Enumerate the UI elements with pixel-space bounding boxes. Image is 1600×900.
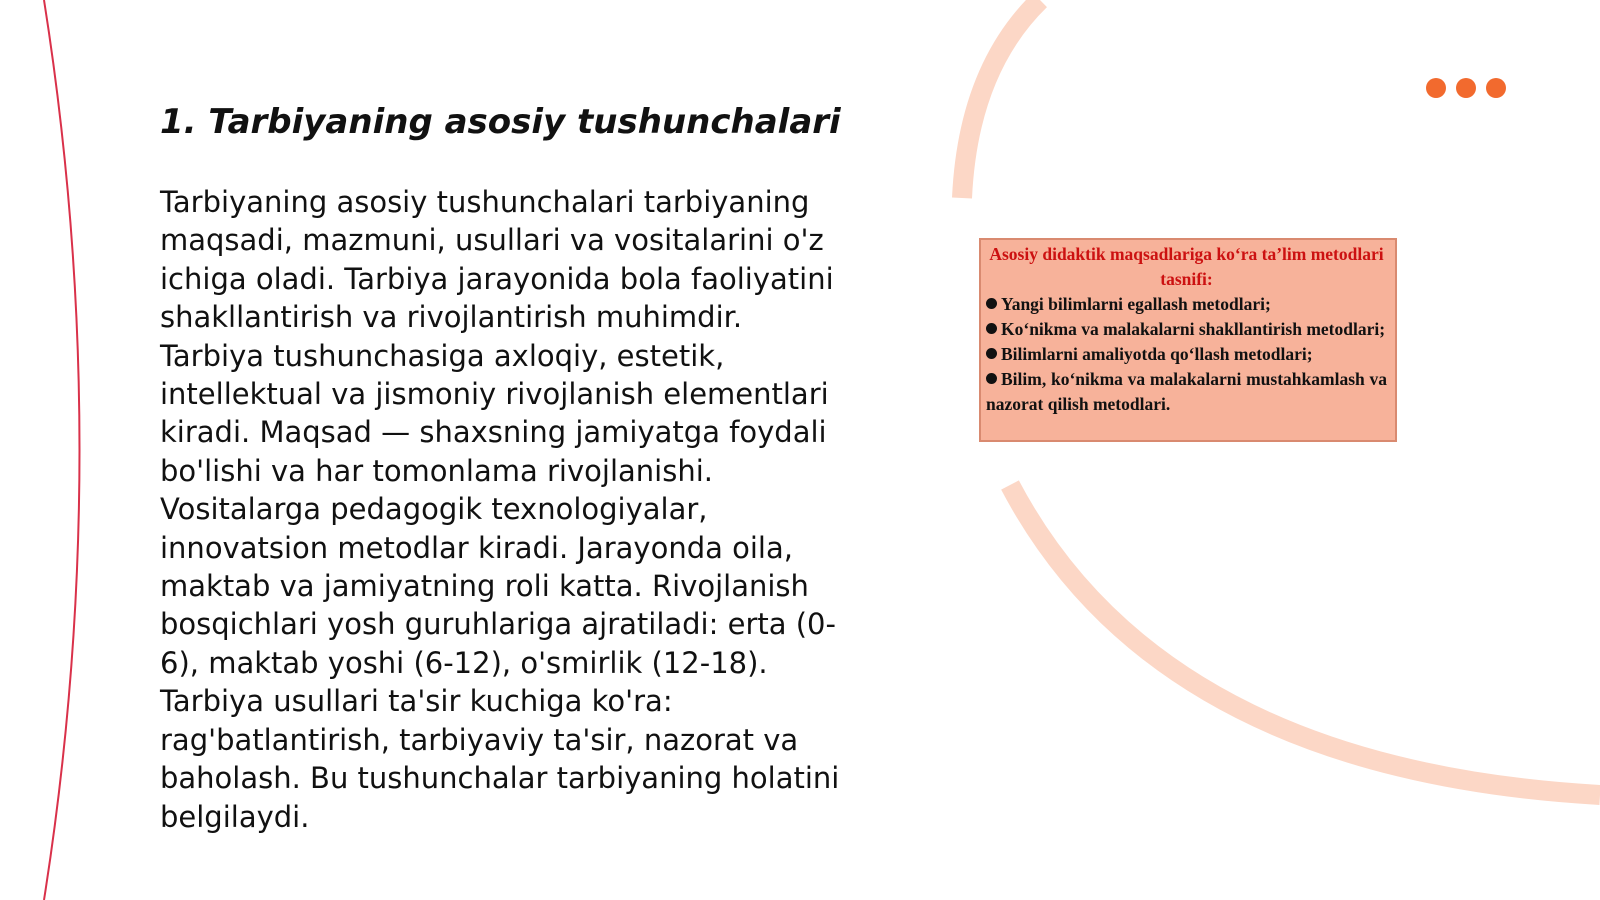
dot	[1426, 78, 1446, 98]
dot	[1456, 78, 1476, 98]
bullet-icon	[986, 348, 997, 359]
method-classification-image	[979, 238, 1397, 442]
bullet-icon	[986, 373, 997, 384]
bullet-icon	[986, 323, 997, 334]
dot	[1486, 78, 1506, 98]
list-item: Yangi bilimlarni egallash metodlari;	[986, 292, 1387, 317]
bullet-icon	[986, 298, 997, 309]
upper-arc	[962, 0, 1040, 198]
image-title: Asosiy didaktik maqsadlariga ko‘ra ta’lim metodlari tasnifi:	[989, 244, 1384, 289]
slide-title: 1. Tarbiyaning asosiy tushunchalari	[160, 102, 841, 142]
slide-body-text: Tarbiyaning asosiy tushunchalari tarbiyaning maqsadi, mazmuni, usullari va vositalarini o'z ichiga oladi. Tarbiya jarayonida bola faoliyatini shakllantirish va rivojlantirish muhimdir. Tarbiya tushunchasiga axloqiy, estetik, intellektual va jismoniy rivojlanish elementlari kiradi. Maqsad — shaxsning jamiyatga foydali bo'lishi va har tomonlama rivojlanishi. Vositalarga pedagogik texnologiyalar, innovatsion metodlar kiradi. Jarayonda oila, maktab va jamiyatning roli katta. Rivojlanish bosqichlari yosh guruhlariga ajratiladi: erta (0-6), maktab yoshi (6-12), o'smirlik (12-18). Tarbiya usullari ta'sir kuchiga ko'ra: rag'batlantirish, tarbiyaviy ta'sir, nazorat va baholash. Bu tushunchalar tarbiyaning holatini belgilaydi.	[160, 185, 840, 834]
left-red-curve	[44, 0, 80, 900]
list-item: Bilimlarni amaliyotda qo‘llash metodlari;	[986, 342, 1387, 367]
three-dots-icon	[1426, 78, 1506, 98]
list-item: Bilim, ko‘nikma va malakalarni mustahkamlash va nazorat qilish metodlari.	[986, 369, 1387, 414]
lower-arc	[1010, 485, 1600, 795]
list-item: Ko‘nikma va malakalarni shakllantirish metodlari;	[986, 317, 1387, 342]
